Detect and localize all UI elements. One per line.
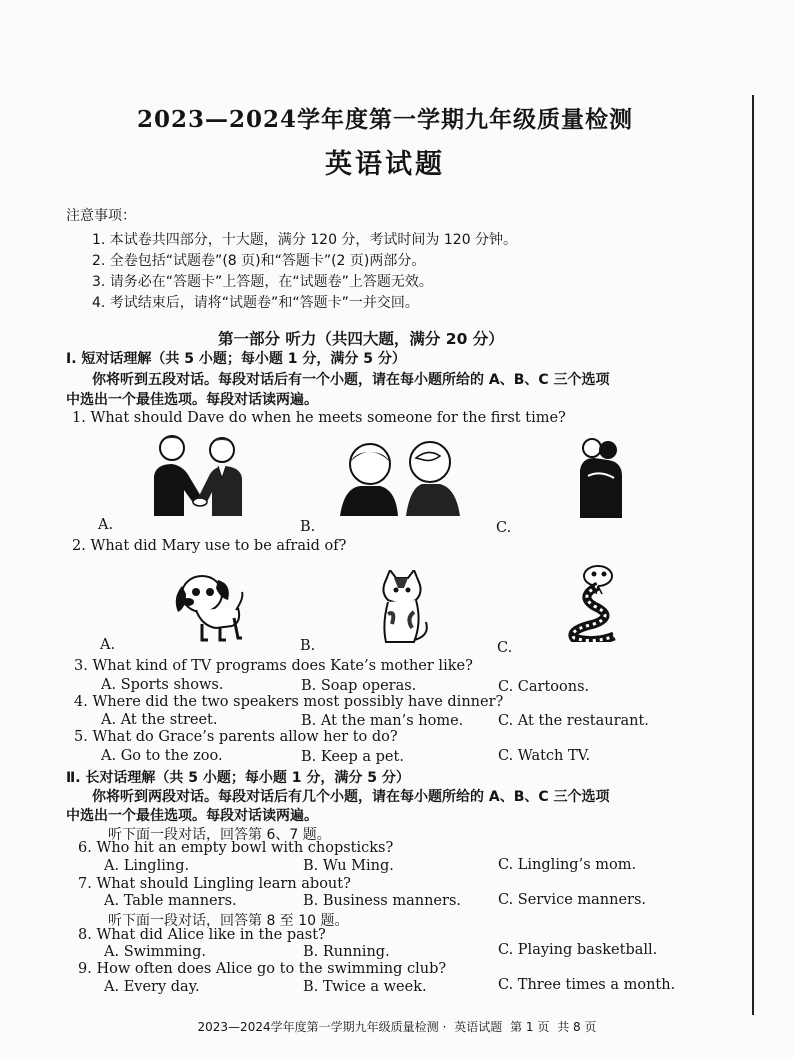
question-6: 6. Who hit an empty bowl with chopsticks? (78, 840, 394, 856)
notice-item: 2. 全卷包括“试题卷”(8 页)和“答题卡”(2 页)两部分。 (92, 253, 426, 269)
option-b: B. (300, 638, 316, 654)
option-b: B. (300, 519, 316, 535)
option-a: A. Swimming. (104, 944, 207, 960)
option-a: A. Sports shows. (101, 677, 224, 693)
exam-title: 2023—2024学年度第一学期九年级质量检测 (136, 106, 634, 133)
option-b: B. Wu Ming. (303, 858, 394, 874)
section1-instruction: 中选出一个最佳选项。每段对话读两遍。 (66, 392, 318, 408)
margin-rule (752, 95, 754, 1015)
question-1: 1. What should Dave do when he meets someone for the first time? (72, 410, 566, 426)
option-a: A. At the street. (101, 712, 218, 728)
hugging-picture (574, 436, 626, 520)
question-2: 2. What did Mary use to be afraid of? (72, 538, 347, 554)
footer-exam-name: 2023—2024学年度第一学期九年级质量检测 (197, 1020, 439, 1034)
option-b: B. Twice a week. (303, 979, 427, 995)
notice-item: 1. 本试卷共四部分，十大题，满分 120 分，考试时间为 120 分钟。 (92, 232, 518, 248)
dialogue-intro: 听下面一段对话，回答第 6、7 题。 (108, 827, 331, 843)
option-b: B. Keep a pet. (301, 749, 404, 765)
question-5: 5. What do Grace’s parents allow her to do? (74, 729, 398, 745)
page-footer (0, 1018, 794, 1035)
cat-picture (374, 570, 430, 646)
handshake-picture (150, 432, 246, 518)
footer-subject: 英语试题 (454, 1020, 503, 1034)
notice-item: 4. 考试结束后，请将“试题卷”和“答题卡”一并交回。 (92, 295, 419, 311)
option-a: A. (100, 637, 116, 653)
option-b: B. At the man’s home. (301, 713, 464, 729)
option-a: A. Lingling. (104, 858, 190, 874)
section1-instruction: 你将听到五段对话。每段对话后有一个小题，请在每小题所给的 A、B、C 三个选项 (92, 372, 610, 388)
section2-heading: Ⅱ. 长对话理解（共 5 小题；每小题 1 分，满分 5 分） (66, 770, 410, 786)
option-a: A. (98, 517, 114, 533)
section2-instruction: 中选出一个最佳选项。每段对话读两遍。 (66, 808, 318, 824)
section2-instruction: 你将听到两段对话。每段对话后有几个小题，请在每小题所给的 A、B、C 三个选项 (92, 789, 610, 805)
option-c: C. (497, 640, 513, 656)
option-a: A. Go to the zoo. (101, 748, 223, 764)
option-c: C. Service manners. (498, 892, 647, 908)
bowing-picture (336, 440, 466, 522)
footer-separator: · (442, 1020, 447, 1034)
notice-heading: 注意事项： (66, 208, 136, 224)
dialogue-intro: 听下面一段对话，回答第 8 至 10 题。 (108, 913, 349, 929)
option-c: C. Three times a month. (498, 977, 676, 993)
option-b: B. Business manners. (303, 893, 461, 909)
dog-picture (172, 568, 246, 644)
option-a: A. Table manners. (104, 893, 237, 909)
notice-item: 3. 请务必在“答题卡”上答题，在“试题卷”上答题无效。 (92, 274, 433, 290)
option-c: C. Lingling’s mom. (498, 857, 637, 873)
footer-total-pages: 共 8 页 (557, 1020, 597, 1034)
question-7: 7. What should Lingling learn about? (78, 876, 351, 892)
question-9: 9. How often does Alice go to the swimming club? (78, 961, 447, 977)
question-8: 8. What did Alice like in the past? (78, 927, 326, 943)
option-c: C. Watch TV. (498, 748, 591, 764)
section1-heading: Ⅰ. 短对话理解（共 5 小题；每小题 1 分，满分 5 分） (66, 351, 406, 367)
question-4: 4. Where did the two speakers most possibly have dinner? (74, 694, 504, 710)
exam-subtitle: 英语试题 (325, 149, 445, 180)
option-c: C. Playing basketball. (498, 942, 658, 958)
question-3: 3. What kind of TV programs does Kate’s mother like? (74, 658, 473, 674)
option-a: A. Every day. (104, 979, 200, 995)
footer-page-number: 第 1 页 (510, 1020, 550, 1034)
option-b: B. Soap operas. (301, 678, 417, 694)
option-c: C. (496, 520, 512, 536)
option-b: B. Running. (303, 944, 390, 960)
snake-picture (564, 562, 624, 642)
option-c: C. At the restaurant. (498, 713, 649, 729)
part1-heading: 第一部分 听力（共四大题，满分 20 分） (218, 330, 504, 348)
option-c: C. Cartoons. (498, 679, 590, 695)
